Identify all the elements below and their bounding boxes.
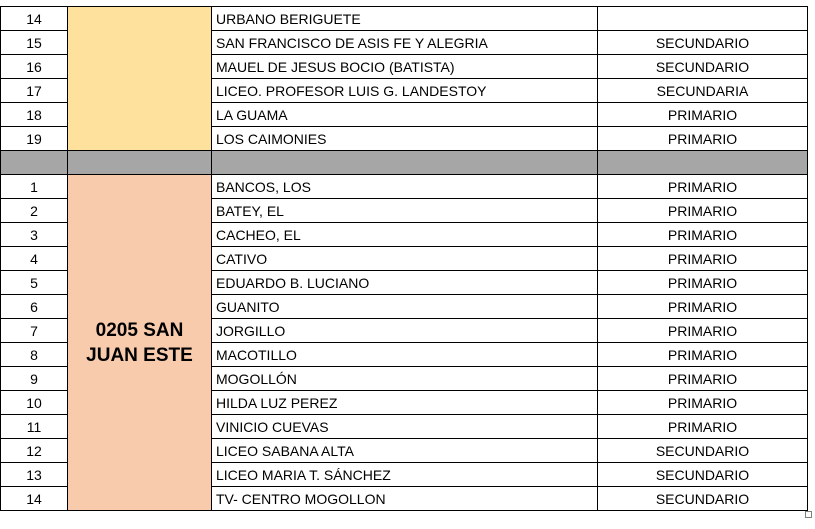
school-level-cell[interactable]: PRIMARIO xyxy=(598,247,808,271)
school-name-cell[interactable]: CACHEO, EL xyxy=(212,223,598,247)
school-name-cell[interactable]: CATIVO xyxy=(212,247,598,271)
school-name-cell[interactable]: JORGILLO xyxy=(212,319,598,343)
row-number-cell[interactable]: 8 xyxy=(1,343,68,367)
row-number-cell[interactable]: 7 xyxy=(1,319,68,343)
school-level-cell[interactable]: PRIMARIO xyxy=(598,127,808,151)
row-number-cell[interactable]: 13 xyxy=(1,463,68,487)
school-level-cell[interactable]: SECUNDARIO xyxy=(598,55,808,79)
separator-cell[interactable] xyxy=(212,151,598,175)
separator-cell[interactable] xyxy=(68,151,212,175)
row-number-cell[interactable]: 4 xyxy=(1,247,68,271)
resize-handle[interactable] xyxy=(805,511,812,518)
row-number-cell[interactable]: 10 xyxy=(1,391,68,415)
row-number-cell[interactable]: 18 xyxy=(1,103,68,127)
school-level-cell[interactable]: SECUNDARIO xyxy=(598,487,808,511)
row-number-cell[interactable]: 12 xyxy=(1,439,68,463)
row-number-cell[interactable]: 2 xyxy=(1,199,68,223)
school-name-cell[interactable]: VINICIO CUEVAS xyxy=(212,415,598,439)
separator-row xyxy=(1,151,808,175)
school-level-cell[interactable]: PRIMARIO xyxy=(598,343,808,367)
school-name-cell[interactable]: LOS CAIMONIES xyxy=(212,127,598,151)
school-name-cell[interactable]: MACOTILLO xyxy=(212,343,598,367)
separator-cell[interactable] xyxy=(598,151,808,175)
school-name-cell[interactable]: MOGOLLÓN xyxy=(212,367,598,391)
school-level-cell[interactable]: PRIMARIO xyxy=(598,319,808,343)
school-name-cell[interactable]: TV- CENTRO MOGOLLON xyxy=(212,487,598,511)
school-name-cell[interactable]: EDUARDO B. LUCIANO xyxy=(212,271,598,295)
row-number-cell[interactable]: 5 xyxy=(1,271,68,295)
school-name-cell[interactable]: LA GUAMA xyxy=(212,103,598,127)
school-name-cell[interactable]: BANCOS, LOS xyxy=(212,175,598,199)
row-number-cell[interactable]: 19 xyxy=(1,127,68,151)
row-number-cell[interactable]: 11 xyxy=(1,415,68,439)
school-level-cell[interactable]: PRIMARIO xyxy=(598,271,808,295)
table-row xyxy=(1,175,808,199)
school-level-cell[interactable]: SECUNDARIA xyxy=(598,79,808,103)
school-name-cell[interactable]: GUANITO xyxy=(212,295,598,319)
school-level-cell[interactable]: SECUNDARIO xyxy=(598,31,808,55)
school-level-cell[interactable]: PRIMARIO xyxy=(598,199,808,223)
row-number-cell[interactable]: 14 xyxy=(1,487,68,511)
row-number-cell[interactable]: 9 xyxy=(1,367,68,391)
school-name-cell[interactable]: LICEO. PROFESOR LUIS G. LANDESTOY xyxy=(212,79,598,103)
row-number-cell[interactable]: 14 xyxy=(1,7,68,31)
school-level-cell[interactable]: SECUNDARIO xyxy=(598,439,808,463)
school-level-cell[interactable]: PRIMARIO xyxy=(598,295,808,319)
school-level-cell[interactable]: SECUNDARIO xyxy=(598,463,808,487)
schools-table xyxy=(0,6,808,511)
row-number-cell[interactable]: 15 xyxy=(1,31,68,55)
school-level-cell[interactable]: PRIMARIO xyxy=(598,175,808,199)
school-level-cell[interactable]: PRIMARIO xyxy=(598,103,808,127)
school-name-cell[interactable]: LICEO MARIA T. SÁNCHEZ xyxy=(212,463,598,487)
school-name-cell[interactable]: HILDA LUZ PEREZ xyxy=(212,391,598,415)
district-cell[interactable]: 0205 SAN JUAN ESTE xyxy=(68,175,212,511)
row-number-cell[interactable]: 3 xyxy=(1,223,68,247)
school-level-cell[interactable]: PRIMARIO xyxy=(598,367,808,391)
school-level-cell[interactable] xyxy=(598,7,808,31)
school-name-cell[interactable]: BATEY, EL xyxy=(212,199,598,223)
school-name-cell[interactable]: SAN FRANCISCO DE ASIS FE Y ALEGRIA xyxy=(212,31,598,55)
row-number-cell[interactable]: 17 xyxy=(1,79,68,103)
school-level-cell[interactable]: PRIMARIO xyxy=(598,391,808,415)
school-name-cell[interactable]: URBANO BERIGUETE xyxy=(212,7,598,31)
district-cell-yellow[interactable] xyxy=(68,7,212,151)
table-row xyxy=(1,7,808,31)
school-name-cell[interactable]: LICEO SABANA ALTA xyxy=(212,439,598,463)
school-level-cell[interactable]: PRIMARIO xyxy=(598,415,808,439)
separator-cell[interactable] xyxy=(1,151,68,175)
school-level-cell[interactable]: PRIMARIO xyxy=(598,223,808,247)
school-name-cell[interactable]: MAUEL DE JESUS BOCIO (BATISTA) xyxy=(212,55,598,79)
row-number-cell[interactable]: 16 xyxy=(1,55,68,79)
row-number-cell[interactable]: 1 xyxy=(1,175,68,199)
row-number-cell[interactable]: 6 xyxy=(1,295,68,319)
